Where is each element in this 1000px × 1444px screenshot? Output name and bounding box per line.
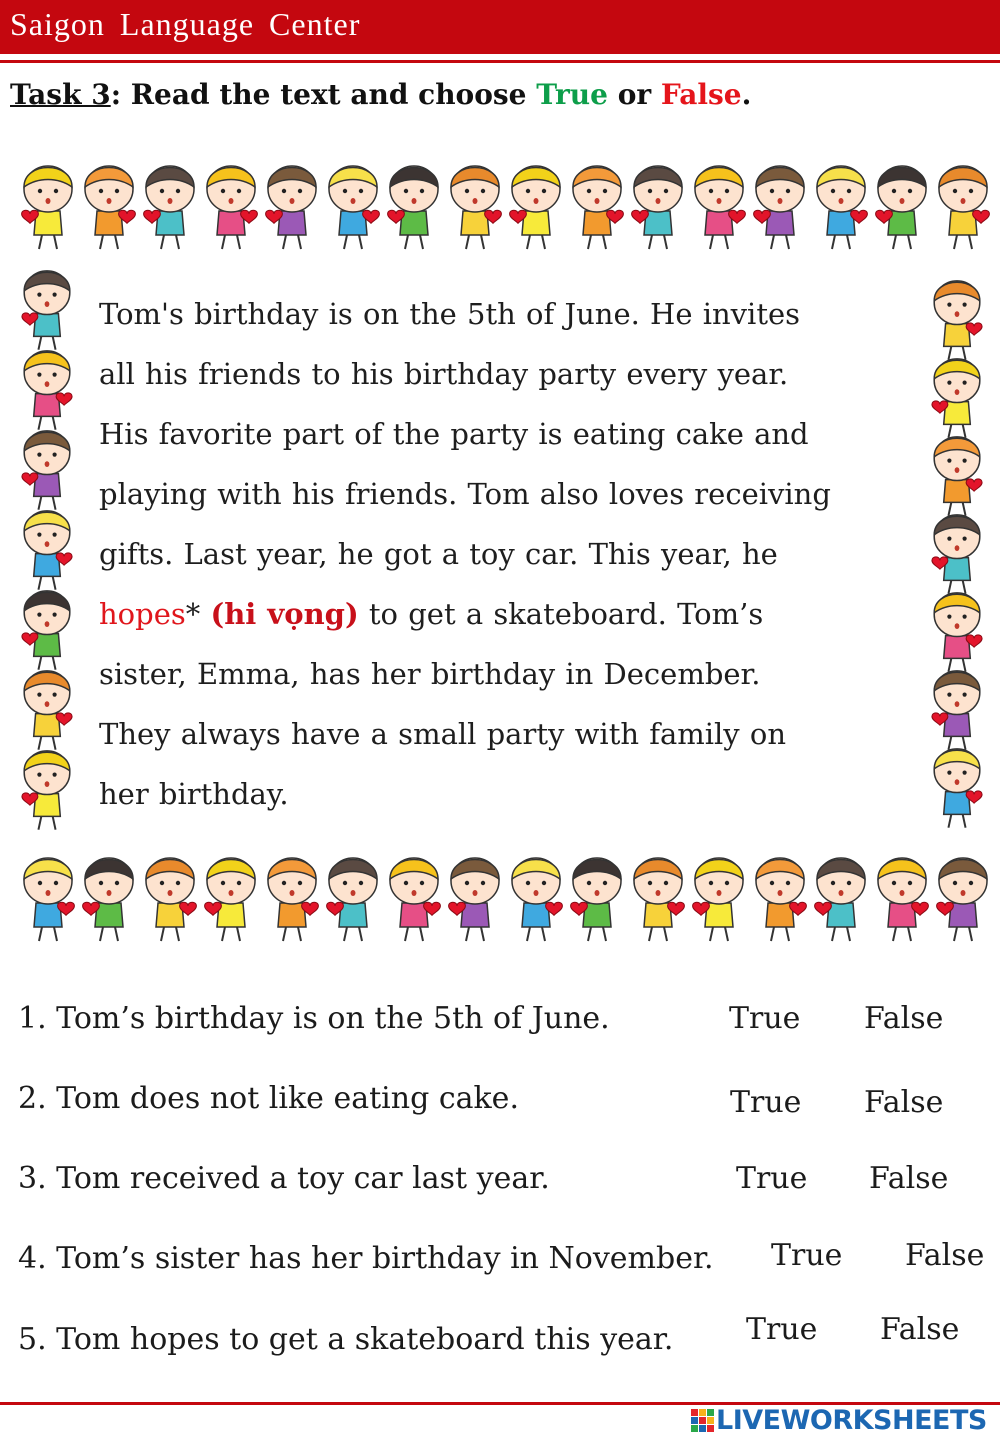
cartoon-kid-icon — [815, 858, 865, 941]
question-4: 4. Tom’s sister has her birthday in November. — [18, 1241, 714, 1276]
question-3-false-option[interactable]: False — [869, 1161, 949, 1196]
logo-text: LIVEWORKSHEETS — [716, 1404, 987, 1436]
cartoon-kid-icon — [388, 166, 438, 249]
cartoon-kid-icon — [934, 437, 982, 516]
question-1: 1. Tom’s birthday is on the 5th of June. — [18, 1001, 610, 1036]
cartoon-kid-icon — [756, 858, 806, 941]
question-4-false-option[interactable]: False — [905, 1238, 985, 1273]
cartoon-kid-icon — [937, 858, 987, 941]
question-1-true-option[interactable]: True — [729, 1001, 801, 1036]
question-2-true-option[interactable]: True — [730, 1085, 802, 1120]
task-false-word: False — [660, 78, 742, 111]
cartoon-kid-icon — [205, 858, 255, 941]
task-period: . — [741, 78, 752, 111]
cartoon-kid-icon — [512, 858, 562, 941]
cartoon-kid-icon — [939, 166, 989, 249]
question-5: 5. Tom hopes to get a skateboard this year. — [18, 1322, 674, 1357]
cartoon-kid-icon — [634, 858, 684, 941]
passage-line: Tom's birthday is on the 5th of June. He invites — [99, 297, 801, 331]
cartoon-kid-icon — [22, 431, 70, 510]
question-2: 2. Tom does not like eating cake. — [18, 1081, 519, 1116]
cartoon-kid-icon — [934, 593, 982, 672]
question-2-false-option[interactable]: False — [864, 1085, 944, 1120]
header-bar — [0, 0, 1000, 54]
task-or-word: or — [607, 78, 661, 111]
header-divider — [0, 60, 1000, 63]
cartoon-kid-icon — [390, 858, 440, 941]
cartoon-kid-icon — [571, 858, 621, 941]
kids-border-right — [915, 275, 1000, 835]
question-4-true-option[interactable]: True — [771, 1238, 843, 1273]
cartoon-kid-icon — [24, 351, 72, 430]
task-instruction — [10, 78, 751, 111]
kids-border-bottom — [20, 830, 1000, 955]
cartoon-kid-icon — [329, 166, 379, 249]
cartoon-kid-icon — [24, 858, 74, 941]
passage-line: her birthday. — [99, 777, 289, 811]
question-5-true-option[interactable]: True — [746, 1312, 818, 1347]
cartoon-kid-icon — [934, 749, 982, 828]
vocab-translation: (hi vọng) — [210, 597, 359, 631]
passage-line: They always have a small party with family on — [99, 717, 787, 751]
cartoon-kid-icon — [22, 271, 70, 350]
cartoon-kid-icon — [268, 858, 318, 941]
cartoon-kid-icon — [632, 166, 682, 249]
question-5-false-option[interactable]: False — [880, 1312, 960, 1347]
cartoon-kid-icon — [449, 858, 499, 941]
cartoon-kid-icon — [22, 166, 72, 249]
cartoon-kid-icon — [85, 166, 135, 249]
passage-line — [99, 584, 909, 644]
task-label: Task 3 — [10, 78, 111, 111]
cartoon-kid-icon — [327, 858, 377, 941]
cartoon-kid-icon — [83, 858, 133, 941]
vocab-word-hopes: hopes — [99, 597, 186, 631]
task-true-word: True — [536, 78, 608, 111]
cartoon-kid-icon — [144, 166, 194, 249]
question-1-false-option[interactable]: False — [864, 1001, 944, 1036]
cartoon-kid-icon — [693, 858, 743, 941]
cartoon-kid-icon — [146, 858, 196, 941]
cartoon-kid-icon — [207, 166, 257, 249]
passage-line: playing with his friends. Tom also loves receiving — [99, 477, 831, 511]
cartoon-kid-icon — [510, 166, 560, 249]
cartoon-kid-icon — [817, 166, 867, 249]
cartoon-kid-icon — [695, 166, 745, 249]
cartoon-kid-icon — [876, 166, 926, 249]
kids-border-left — [5, 265, 95, 845]
header-title: Saigon Language Center — [10, 6, 361, 42]
passage-line: sister, Emma, has her birthday in December. — [99, 657, 761, 691]
cartoon-kid-icon — [932, 515, 980, 594]
footer-logo[interactable] — [690, 1405, 987, 1435]
cartoon-kid-icon — [24, 671, 72, 750]
cartoon-kid-icon — [22, 591, 70, 670]
question-3-true-option[interactable]: True — [736, 1161, 808, 1196]
cartoon-kid-icon — [22, 751, 70, 830]
passage-line-rest: to get a skateboard. Tom’s — [358, 597, 764, 631]
liveworksheets-logo-icon — [690, 1407, 716, 1433]
cartoon-kid-icon — [934, 281, 982, 360]
question-3: 3. Tom received a toy car last year. — [18, 1161, 550, 1196]
cartoon-kid-icon — [878, 858, 928, 941]
cartoon-kid-icon — [754, 166, 804, 249]
passage-line: His favorite part of the party is eating cake and — [99, 417, 809, 451]
vocab-star: * — [185, 597, 211, 631]
kids-border-top — [20, 145, 1000, 270]
reading-passage — [99, 284, 909, 824]
cartoon-kid-icon — [573, 166, 623, 249]
cartoon-kid-icon — [266, 166, 316, 249]
passage-line: gifts. Last year, he got a toy car. This year, he — [99, 537, 778, 571]
cartoon-kid-icon — [451, 166, 501, 249]
cartoon-kid-icon — [24, 511, 72, 590]
cartoon-kid-icon — [932, 671, 980, 750]
cartoon-kid-icon — [932, 359, 980, 438]
task-prefix: : Read the text and choose — [110, 78, 537, 111]
passage-line: all his friends to his birthday party every year. — [99, 357, 789, 391]
